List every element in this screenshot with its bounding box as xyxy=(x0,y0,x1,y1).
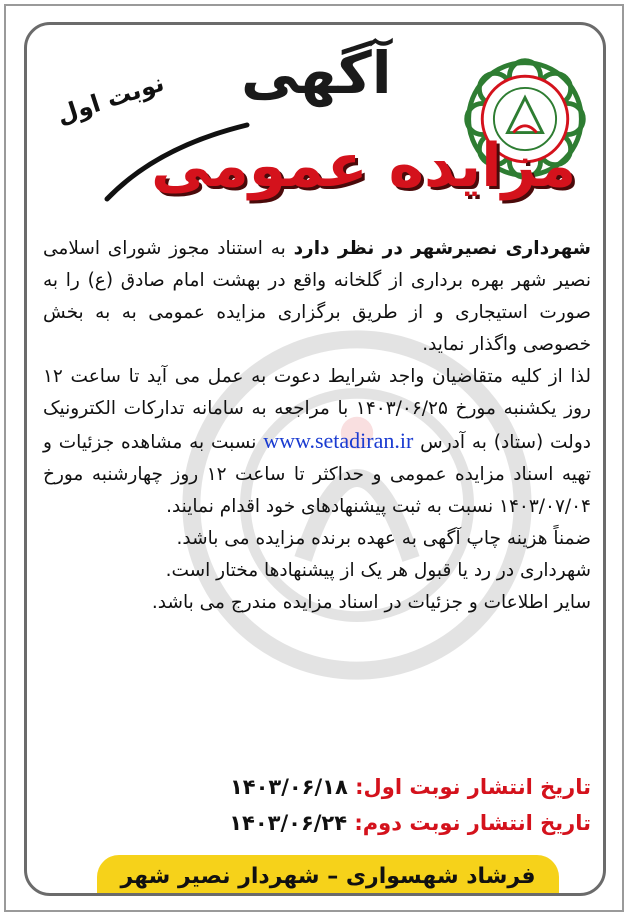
rights-line: شهرداری در رد یا قبول هر یک از پیشنهادها مختار است. xyxy=(165,560,591,581)
setad-link[interactable]: www.setadiran.ir xyxy=(263,428,414,453)
signature-bar: فرشاد شهسواری – شهردار نصیر شهر xyxy=(97,855,559,896)
page-frame xyxy=(4,4,624,912)
intro-rest: به استناد مجوز شورای اسلامی نصیر شهر بهره برداری از گلخانه واقع در بهشت امام صادق (ع) را به صورت استیجاری و از طریق برگزاری مزایده عمومی به به بخش خصوصی واگذار نماید. xyxy=(43,238,591,355)
invitation-paragraph xyxy=(43,361,591,523)
invitation-start: لذا از کلیه متقاضیان واجد شرایط دعوت به عمل می آید تا ساعت ۱۲ روز یکشنبه مورخ ۱۴۰۳/۰۶/۲۵ با مراجعه به سامانه تدارکات الکترونیک دولت (ستاد) به آدرس xyxy=(43,366,591,453)
cost-line: ضمناً هزینه چاپ آگهی به عهده برنده مزایده می باشد. xyxy=(176,528,591,549)
date1-value: ۱۴۰۳/۰۶/۱۸ xyxy=(229,775,356,799)
invitation-end: نسبت به مشاهده جزئیات و تهیه اسناد مزایده عمومی و حداکثر تا ساعت ۱۲ روز چهارشنبه مورخ ۱۴۰۳/۰۷/۰۴ نسبت به ثبت پیشنهادهای خود اقدام نمایند. xyxy=(43,432,591,517)
notice-panel xyxy=(24,22,606,896)
publication-dates xyxy=(229,769,591,841)
info-line: سایر اطلاعات و جزئیات در اسناد مزایده مندرج می باشد. xyxy=(151,592,591,613)
date2-value: ۱۴۰۳/۰۶/۲۴ xyxy=(229,811,355,835)
auction-title: مزایده عمومی xyxy=(151,131,577,201)
decorative-swoosh xyxy=(97,117,257,207)
intro-paragraph xyxy=(43,233,591,361)
date1-label: تاریخ انتشار نوبت اول: xyxy=(355,775,591,799)
notice-title: آگهی xyxy=(241,39,392,107)
intro-bold: شهرداری نصیرشهر در نظر دارد xyxy=(293,238,591,259)
date-row-first xyxy=(229,769,591,805)
round-label: نوبت اول xyxy=(53,68,168,130)
date-row-second xyxy=(229,805,591,841)
date2-label: تاریخ انتشار نوبت دوم: xyxy=(354,811,591,835)
notice-body xyxy=(43,233,591,619)
